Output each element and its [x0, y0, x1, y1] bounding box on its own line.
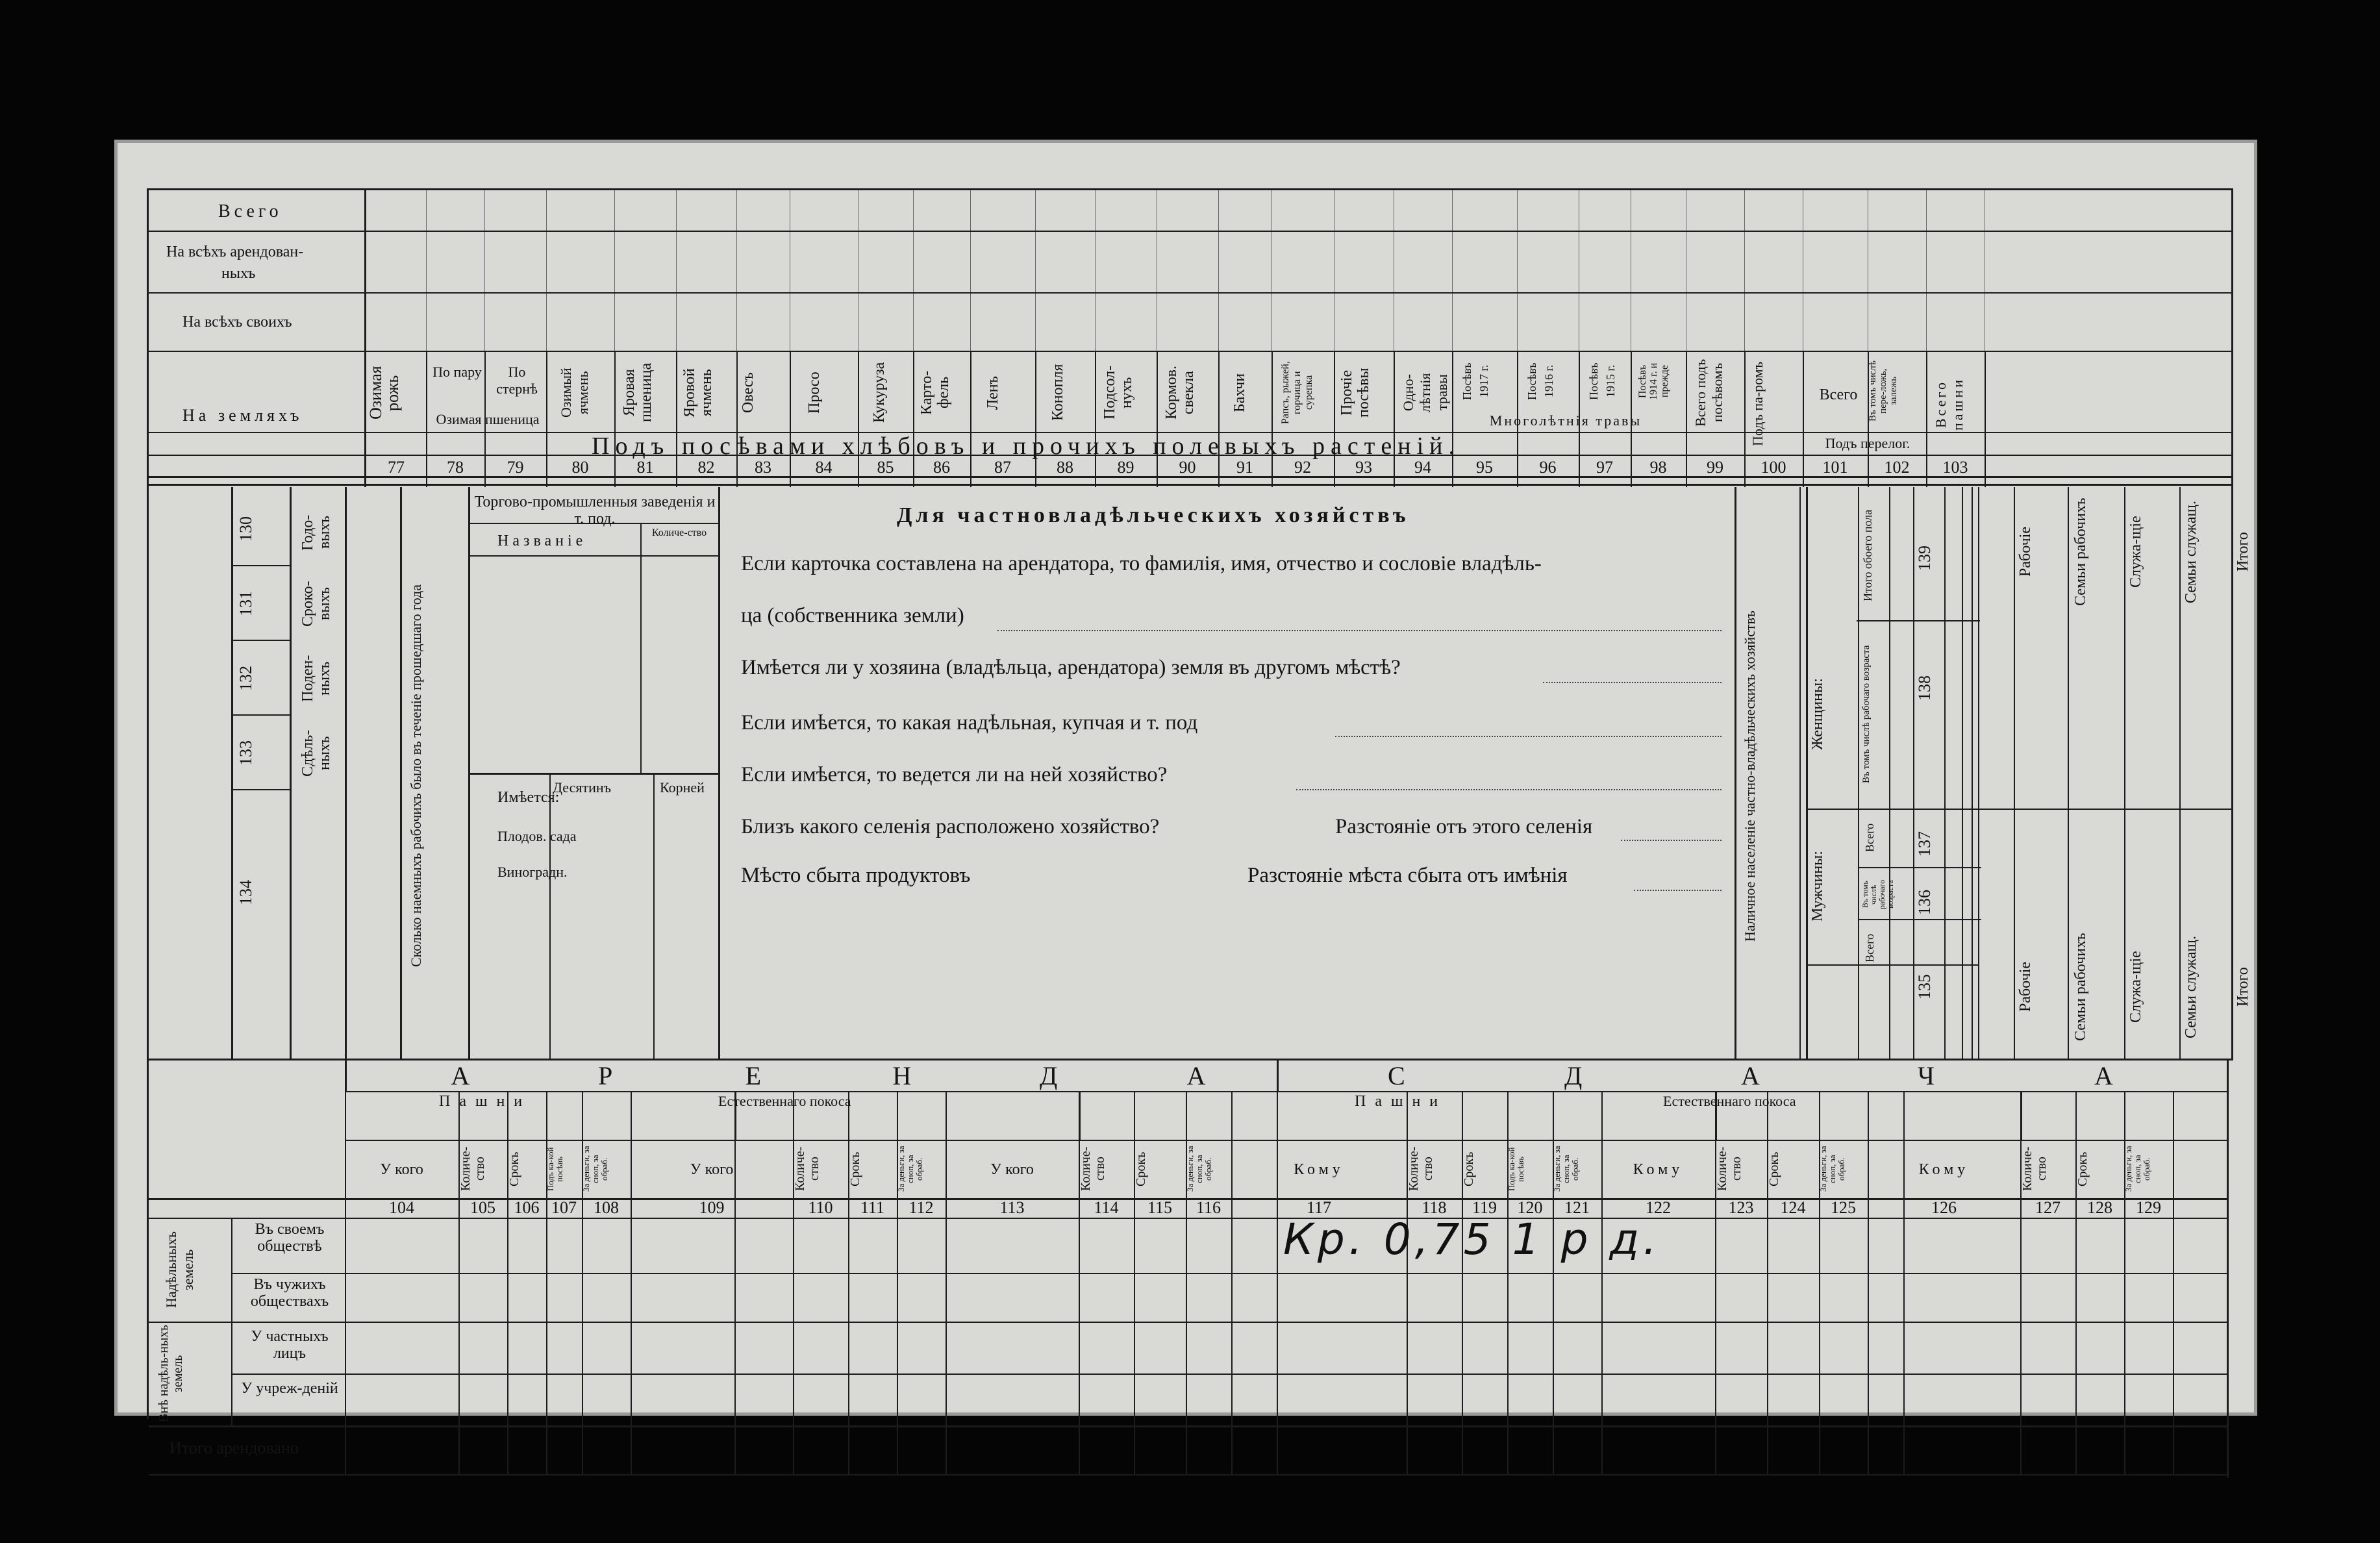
bottom-col-number: 126: [1931, 1198, 1957, 1217]
col-number: 81: [636, 458, 654, 477]
bottom-pashni-sdacha: Пашни: [1355, 1093, 1447, 1110]
arenda-letter: А: [1186, 1061, 1206, 1090]
handwritten-entry: Кр. 0,75 1 р д.: [1283, 1214, 1661, 1264]
col-number: 86: [933, 458, 950, 477]
hdr-posev1917: Посѣвъ 1917 г.: [1460, 362, 1490, 400]
hdr-oves: Овесъ: [740, 372, 757, 413]
bottom-col-line: [2227, 1059, 2229, 1091]
hdr-posev1916: Посѣвъ 1916 г.: [1525, 362, 1555, 400]
col-number: 82: [697, 458, 715, 477]
u-uchr: У учреж-деній: [241, 1380, 338, 1397]
q-arendator-2: ца (собственника земли): [741, 604, 964, 627]
naemnyh: Сколько наемныхъ рабочихъ было въ теченіе прошедшаго года: [408, 584, 424, 968]
col-number: 100: [1760, 458, 1786, 477]
col-number: 77: [388, 458, 405, 477]
grid-line: [1271, 190, 1272, 351]
podennyh: Поден-ныхъ: [299, 655, 333, 703]
row-vsego-label: Всего: [218, 201, 282, 221]
bottom-col-number: 116: [1196, 1198, 1221, 1217]
grid-line: [1035, 190, 1036, 351]
bottom-col-number: 108: [594, 1198, 619, 1217]
bottom-col-number: 119: [1472, 1198, 1497, 1217]
hdr-ozim-yach: Озимый ячмень: [558, 368, 591, 418]
n138: 138: [1915, 675, 1934, 701]
srochnyh: Сроко-выхъ: [299, 581, 333, 627]
nalichn-naselenie: Наличное населеніе частно-владѣльческихъ хозяйствъ: [1742, 610, 1758, 942]
bottom-col-number: 113: [999, 1198, 1025, 1217]
hdr-konoplya: Конопля: [1049, 364, 1066, 421]
hdr-pod-pereloj: Подъ перелог.: [1825, 435, 1910, 451]
q-vedetsya: Если имѣется, то ведется ли на ней хозяйство?: [741, 763, 1168, 786]
bottom-col-number: 112: [908, 1198, 934, 1217]
bottom-col-number: 125: [1831, 1198, 1856, 1217]
grid-line: [1452, 190, 1453, 351]
bottom-col-number: 123: [1728, 1198, 1754, 1217]
bottom-col-number: 128: [2087, 1198, 2112, 1217]
grid-line: [1095, 190, 1096, 351]
bottom-col-header: Количе-ство: [793, 1146, 821, 1192]
bottom-col-header: Срокъ: [507, 1151, 521, 1186]
arenda-letter: А: [451, 1061, 470, 1090]
q-rasstoyanie-sbyta: Разстояніе мѣста сбыта отъ имѣнія: [1247, 864, 1568, 887]
n134: 134: [236, 880, 255, 906]
bottom-col-line: [2227, 1091, 2228, 1474]
bottom-col-line: [2173, 1091, 2174, 1474]
bottom-col-header: За деньги, за сноп, за обраб.: [1818, 1146, 1846, 1192]
zhen-v-tom: Въ томъ числѣ рабочаго возраста: [1861, 645, 1872, 784]
bottom-col-number: 110: [808, 1198, 833, 1217]
col-number: 84: [815, 458, 833, 477]
crop-col-line: [1985, 351, 1986, 487]
col-number: 90: [1179, 458, 1196, 477]
bottom-col-number: 114: [1094, 1198, 1119, 1217]
grid-line: [676, 190, 677, 351]
grid-line: [1744, 190, 1745, 351]
bottom-col-header: За деньги, за сноп, за обраб.: [1185, 1146, 1213, 1192]
col-number: 95: [1476, 458, 1493, 477]
col-number: 96: [1539, 458, 1557, 477]
col-number: 101: [1822, 458, 1848, 477]
col-number: 91: [1236, 458, 1253, 477]
itogo-bot: Итого: [2235, 967, 2251, 1007]
col-number: 80: [571, 458, 589, 477]
bottom-col-number: 109: [699, 1198, 725, 1217]
hdr-posev1914: Посѣвъ 1914 г. и прежде: [1637, 362, 1670, 400]
col-number: 83: [755, 458, 771, 477]
hdr-vsego-posev: Всего подъ посѣвомъ: [1692, 358, 1725, 427]
bottom-col-header: Подъ ка-кой посѣвъ: [1507, 1147, 1525, 1191]
n130: 130: [236, 516, 255, 542]
bottom-col-line: [345, 1059, 347, 1091]
col-number: 93: [1355, 458, 1372, 477]
q-selenie: Близъ какого селенія расположено хозяйство?: [741, 815, 1160, 838]
n132: 132: [236, 666, 255, 692]
grid-line: [546, 190, 547, 351]
hdr-raps: Рапсъ, рыжей, горчица и сурепка: [1280, 361, 1314, 424]
bottom-col-header: За деньги, за сноп, за обраб.: [1552, 1146, 1580, 1192]
hdr-korm-svekla: Кормов. свекла: [1163, 366, 1197, 420]
census-card-sheet: [114, 140, 2257, 1457]
bottom-col-number: 127: [2035, 1198, 2061, 1217]
hdr-po-sternye: По стернѣ: [496, 364, 538, 397]
bottom-col-header: За деньги, за сноп, за обраб.: [2123, 1146, 2151, 1192]
col-number: 79: [507, 458, 524, 477]
grid-line: [913, 190, 914, 351]
plod-sad-label: Плодов. сада: [497, 828, 577, 844]
col-number: 89: [1117, 458, 1134, 477]
bottom-col-header: Срокъ: [848, 1151, 862, 1186]
q-kakaya: Если имѣется, то какая надѣльная, купчая и т. под: [741, 711, 1198, 734]
bottom-col-header: Количе-ство: [1715, 1146, 1744, 1192]
torg-title: Торгово-промышленныя заведенія и т. под.: [474, 494, 716, 527]
bottom-col-header: Количе-ство: [2020, 1146, 2049, 1192]
col-number: 85: [877, 458, 894, 477]
nazvanie-head: Названіе: [497, 533, 587, 549]
row-svoih-label: На всѣхъ своихъ: [182, 314, 292, 331]
bottom-col-line: [1079, 1091, 1081, 1140]
kolvo-head: Количе-ство: [651, 527, 707, 538]
bottom-col-number: 115: [1147, 1198, 1173, 1217]
bottom-col-number: 122: [1646, 1198, 1671, 1217]
bottom-col-number: 120: [1517, 1198, 1543, 1217]
arenda-letter: Д: [1040, 1061, 1058, 1090]
bottom-col-number: 107: [551, 1198, 577, 1217]
bottom-estestv-arenda: Естественнаго покоса: [718, 1093, 851, 1109]
bottom-col-number: 121: [1564, 1198, 1590, 1217]
rabochie-bot: Рабочіе: [2017, 962, 2034, 1012]
hdr-pod-parom: Подъ па-ромъ: [1749, 361, 1766, 447]
sdacha-letter: А: [1741, 1061, 1760, 1090]
rabochie-top: Рабочіе: [2017, 527, 2034, 577]
hdr-posev1915: Посѣвъ 1915 г.: [1587, 362, 1617, 400]
grid-line: [1517, 190, 1518, 351]
arenda-letter: Н: [892, 1061, 912, 1090]
muzh-v-tom: Въ томъ числѣ рабочаго возраста: [1860, 879, 1895, 910]
col-number: 87: [994, 458, 1011, 477]
korney-head: Корней: [660, 779, 705, 796]
col-number: 103: [1942, 458, 1968, 477]
bottom-col-header: Срокъ: [1134, 1151, 1148, 1186]
col-number: 97: [1596, 458, 1613, 477]
col-number: 78: [447, 458, 464, 477]
bottom-col-header: У кого: [690, 1161, 734, 1178]
hdr-proso: Просо: [806, 371, 823, 414]
bottom-col-header: Кому: [1918, 1161, 1970, 1178]
bottom-col-number: 106: [514, 1198, 540, 1217]
bottom-col-number: 129: [2136, 1198, 2161, 1217]
vne-nadel-label: Внѣ надѣль-ныхъ земель: [157, 1325, 185, 1422]
q-rasstoyanie-selenie: Разстояніе отъ этого селенія: [1335, 815, 1593, 838]
hdr-mnogolet: Многолѣтнія травы: [1489, 412, 1642, 429]
row-arend-label-2: ныхъ: [221, 265, 256, 282]
hdr-odnolet: Одно-лѣтнія травы: [1400, 373, 1450, 412]
grid-line: [1218, 190, 1219, 351]
godovyh: Годо-выхъ: [299, 514, 333, 551]
bottom-col-header: У кого: [990, 1161, 1034, 1178]
n135: 135: [1915, 974, 1934, 1000]
bottom-col-header: Количе-ство: [1407, 1146, 1435, 1192]
itogo-top: Итого: [2235, 532, 2251, 572]
bottom-col-number: 111: [860, 1198, 885, 1217]
crops-big-title: Подъ посѣвами хлѣбовъ и прочихъ полевыхъ растеній.: [592, 433, 1460, 460]
hdr-podsoln: Подсол-нухъ: [1101, 365, 1135, 420]
sdelnyh: Сдѣль-ныхъ: [299, 729, 333, 777]
private-farms-title: Для частновладѣльческихъ хозяйствъ: [897, 503, 1410, 527]
n139: 139: [1915, 546, 1934, 571]
v-chuzh: Въ чужихъ обществахъ: [250, 1276, 329, 1310]
bottom-col-header: Кому: [1294, 1161, 1344, 1178]
bottom-col-line: [1277, 1059, 1279, 1091]
q-mesto-sbyta: Мѣсто сбыта продуктовъ: [741, 864, 971, 887]
bottom-col-header: Срокъ: [1462, 1151, 1476, 1186]
bottom-col-number: 118: [1422, 1198, 1447, 1217]
n131: 131: [236, 591, 255, 617]
muzh-vsego: Всего: [1863, 933, 1876, 963]
bottom-col-header: Кому: [1633, 1161, 1684, 1178]
grid-line: [426, 190, 427, 351]
sluzh-bot: Служа-щіе: [2127, 951, 2144, 1023]
arenda-letter: Е: [745, 1061, 762, 1090]
semi-rab-bot: Семьи рабочихъ: [2072, 933, 2089, 1042]
q-drugom-meste: Имѣется ли у хозяина (владѣльца, арендатора) земля въ другомъ мѣстѣ?: [741, 656, 1401, 679]
hdr-ozim-rozh: Озимая рожь: [366, 366, 402, 420]
n133: 133: [236, 740, 255, 766]
bottom-col-number: 117: [1306, 1198, 1332, 1217]
hdr-yar-yach: Яровой ячмень: [681, 368, 715, 418]
bottom-col-header: За деньги, за сноп, за обраб.: [581, 1146, 609, 1192]
bottom-estestv-sdacha: Естественнаго покоса: [1663, 1093, 1796, 1109]
itogo-arend: Итого арендовано: [169, 1438, 299, 1457]
col-number: 99: [1707, 458, 1723, 477]
sdacha-letter: Д: [1564, 1061, 1583, 1090]
sdacha-letter: С: [1388, 1061, 1405, 1090]
grid-line: [484, 190, 485, 351]
n137: 137: [1915, 831, 1934, 857]
sluzh-top: Служа-щіе: [2127, 516, 2144, 588]
muzh-label: Мужчины:: [1809, 851, 1826, 922]
col-number: 98: [1649, 458, 1667, 477]
grid-line: [736, 190, 737, 351]
sdacha-letter: А: [2094, 1061, 2113, 1090]
col-number: 88: [1057, 458, 1073, 477]
grid-line: [1926, 190, 1927, 351]
hdr-vsego-pashni: Всего пашни: [1933, 377, 1966, 431]
bottom-col-header: У кого: [380, 1161, 423, 1178]
vinograd-label: Виноградн.: [497, 864, 568, 880]
hdr-v-tom: Въ томъ числѣ пере-ложь, залежь: [1868, 360, 1899, 421]
bottom-col-header: Срокъ: [1767, 1151, 1781, 1186]
bottom-col-header: За деньги, за сноп, за обраб.: [896, 1146, 924, 1192]
zhen-label: Женщины:: [1809, 678, 1826, 751]
semi-sluzh-bot: Семьи служащ.: [2183, 936, 2199, 1038]
hdr-yar-psh: Яровая пшеница: [621, 362, 655, 423]
bottom-col-header: Количе-ство: [1079, 1146, 1107, 1192]
hdr-kartofel: Карто-фель: [918, 370, 952, 415]
bottom-col-number: 105: [470, 1198, 495, 1217]
zhen-vsego: Всего: [1863, 823, 1876, 853]
grid-line: [970, 190, 971, 351]
u-chastn: У частныхъ лицъ: [251, 1328, 329, 1362]
hdr-ozim-psh: Озимая пшеница: [436, 411, 540, 427]
bottom-col-header: Количе-ство: [458, 1146, 487, 1192]
nadel-label: Надѣльныхъ земель: [163, 1231, 196, 1308]
bottom-col-line: [2020, 1091, 2022, 1140]
semi-sluzh-top: Семьи служащ.: [2183, 501, 2199, 603]
q-arendator: Если карточка составлена на арендатора, то фамилія, имя, отчество и сословіе владѣль-: [741, 552, 1542, 575]
bottom-col-number: 104: [389, 1198, 414, 1217]
semi-rab-top: Семьи рабочихъ: [2072, 497, 2089, 607]
row-arend-label: На всѣхъ арендован-: [166, 244, 304, 260]
desyatin-head: Десятинъ: [553, 779, 612, 796]
col-number: 102: [1884, 458, 1910, 477]
bottom-col-header: Подъ ка-кой посѣвъ: [545, 1147, 564, 1191]
itogo-obo: Итого обоего пола: [1861, 509, 1874, 601]
row-na-zem-label: На земляхъ: [182, 406, 303, 425]
hdr-bahchi: Бахчи: [1231, 373, 1248, 412]
v-svoem: Въ своемъ обществѣ: [255, 1221, 325, 1255]
hdr-proch: Прочіе посѣвы: [1338, 368, 1372, 418]
n136: 136: [1915, 890, 1934, 916]
bottom-col-number: 124: [1780, 1198, 1806, 1217]
imeetsya-label: Имѣется:: [497, 789, 560, 806]
hdr-vsego2: Всего: [1819, 386, 1858, 403]
grid-line: [614, 190, 615, 351]
bottom-col-header: Срокъ: [2075, 1151, 2090, 1186]
arenda-letter: Р: [598, 1061, 613, 1090]
bottom-pashni-arenda: Пашни: [439, 1093, 532, 1110]
hdr-po-paru: По пару: [432, 364, 482, 380]
hdr-kukuruza: Кукуруза: [871, 362, 888, 423]
col-number: 92: [1294, 458, 1311, 477]
sdacha-letter: Ч: [1918, 1061, 1935, 1090]
col-number: 94: [1414, 458, 1431, 477]
hdr-len: Ленъ: [984, 375, 1001, 410]
